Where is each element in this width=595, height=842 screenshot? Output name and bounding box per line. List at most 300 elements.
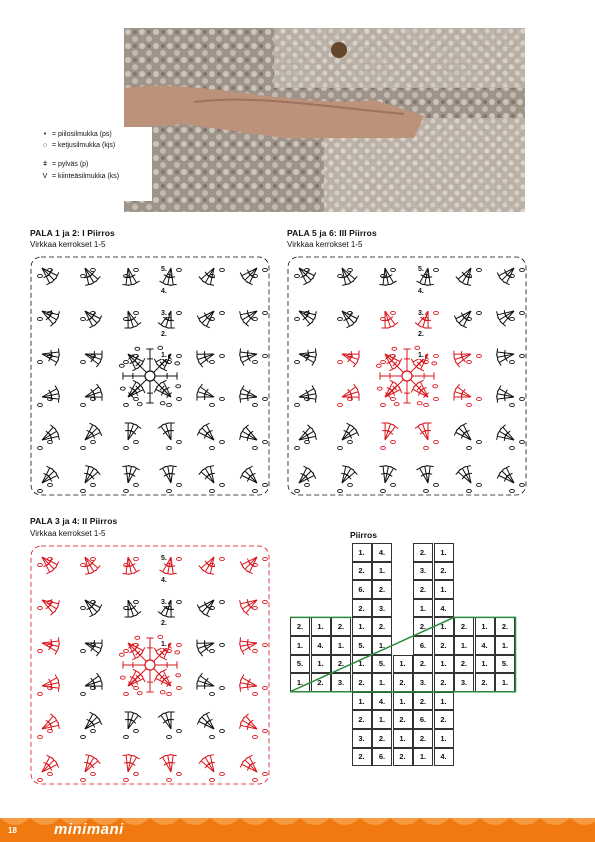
stitch-top [135,713,141,717]
stitch-top [460,423,466,426]
chain-mark [210,735,215,738]
stitch-bar [247,390,250,395]
plan-cell: 1. [495,636,515,655]
chain-mark [434,311,439,314]
plan-title: Piirros [350,530,377,540]
stitch-mark [128,311,138,325]
plan-cell: 5. [372,655,392,674]
stitch-top [132,657,138,660]
chain-mark [263,600,268,603]
chain-mark [124,360,129,363]
plan-cell: 4. [311,636,331,655]
chain-mark [348,440,353,443]
stitch-mark [385,311,395,325]
plan-cell: 1. [311,655,331,674]
chain-mark [520,311,525,314]
chain-mark [167,735,172,738]
chain-mark [119,653,124,656]
plan-cell: 2. [372,729,392,748]
plan-cell: 2. [352,748,372,767]
stitch-bar [49,356,52,361]
stitch-top [158,612,164,616]
stitch-top [96,650,100,656]
chain-mark [81,317,86,320]
stitch-top [46,571,52,574]
plan-cell: 6. [413,710,433,729]
stitch-mark [154,669,170,685]
section-subtitle: Virkkaa kerrokset 1-5 [30,529,106,538]
stitch-bar [247,350,248,356]
chain-mark [295,403,300,406]
chain-mark [134,397,139,400]
stitch-top [497,386,501,392]
stitch-top [122,284,129,285]
stitch-mark [128,715,138,729]
chain-mark [477,483,482,486]
stitch-top [160,669,166,672]
chain-mark [177,397,182,400]
chain-mark [119,364,124,367]
chain-mark [220,397,225,400]
round-label: 1. [161,352,167,359]
stitch-top [454,316,457,322]
stitch-top [154,648,157,654]
round-label: 5. [418,266,424,273]
stitch-top [415,323,421,327]
chain-mark [432,362,437,365]
chain-mark [38,563,43,566]
chain-mark [434,354,439,357]
stitch-top [379,284,386,285]
stitch-top [497,348,498,355]
chain-mark [520,397,525,400]
stitch-top [198,384,202,390]
chain-mark [305,440,310,443]
chain-mark [295,489,300,492]
chain-mark [220,686,225,689]
round-label: 5. [161,266,167,273]
chain-mark [220,600,225,603]
section-title: PALA 3 ja 4: II Piirros [30,516,118,526]
chain-mark [134,483,139,486]
chain-mark [120,387,125,390]
legend-item-label: = ketjusilmukka (kjs) [52,142,116,149]
stitch-bar [306,356,309,361]
stitch-mark [240,641,257,643]
chain-mark [338,446,343,449]
plan-cell: 1. [372,636,392,655]
stitch-mark [342,428,354,440]
chain-mark [253,317,258,320]
round-label: 3. [161,599,167,606]
chain-mark [177,729,182,732]
chain-mark [394,403,399,406]
border-chain [31,257,269,495]
stitch-top [160,570,166,574]
plan-cell: 1. [475,617,495,636]
section-subtitle: Virkkaa kerrokset 1-5 [287,240,363,249]
chain-mark [338,403,343,406]
round-label: 1. [418,352,424,359]
chain-mark [391,440,396,443]
legend-item-label: = piilosilmukka (ps) [52,131,112,138]
plan-cell: 2. [413,543,433,562]
chain-mark [137,692,142,695]
plan-cell: 1. [434,692,454,711]
chain-mark [253,446,258,449]
chain-mark [167,403,172,406]
footer-bar [0,818,595,842]
stitch-top [240,386,244,392]
border-chain [31,546,269,784]
stitch-bar [387,473,392,476]
stitch-bar [462,389,466,394]
chain-mark [81,649,86,652]
plan-cell: 2. [434,673,454,692]
chain-mark [467,403,472,406]
chain-mark [134,268,139,271]
stitch-mark [200,643,214,653]
chain-mark [263,643,268,646]
stitch-mark [202,428,214,440]
plan-cell: 1. [434,580,454,599]
chain-mark [263,311,268,314]
legend-item-label: = kiinteäsilmukka (ks) [52,173,120,180]
chain-mark [220,557,225,560]
chain-mark [177,268,182,271]
chain-mark [510,317,515,320]
plan-cell: 1. [290,673,310,692]
stitch-mark [497,397,514,399]
chain-mark [253,692,258,695]
round-label: 2. [418,331,424,338]
chain-mark [220,643,225,646]
chain-mark [253,778,258,781]
stitch-mark [459,428,471,440]
chain-mark [175,651,180,654]
chain-mark [381,446,386,449]
chain-mark [210,778,215,781]
plan-cell: 2. [331,617,351,636]
chain-mark [263,483,268,486]
plan-cell: 1. [393,655,413,674]
chain-mark [160,691,165,694]
chain-mark [210,403,215,406]
stitch-mark [457,387,471,397]
stitch-bar [504,390,507,395]
chain-mark [38,274,43,277]
chain-mark [424,403,429,406]
stitch-top [55,359,59,365]
stitch-mark [411,380,427,396]
stitch-mark [383,268,385,285]
stitch-top [240,272,243,278]
chain-mark [134,772,139,775]
stitch-mark [240,686,257,688]
plan-cell: 4. [475,636,495,655]
symbol-legend [34,127,152,201]
stitch-top [240,637,241,644]
plan-cell: 3. [413,673,433,692]
chain-mark [81,489,86,492]
chain-mark [81,563,86,566]
chain-mark [467,360,472,363]
stitch-top [303,282,309,285]
stitch-mark [428,466,430,483]
section-title: PALA 1 ja 2: I Piirros [30,228,115,238]
chain-mark [177,354,182,357]
stitch-top [353,361,357,367]
plan-cell: 1. [413,748,433,767]
chain-mark [220,354,225,357]
chain-mark [434,483,439,486]
chain-mark [392,347,397,350]
chain-mark [520,268,525,271]
plan-cell: 2. [372,580,392,599]
round-label: 3. [161,310,167,317]
chain-mark [253,403,258,406]
chain-mark [391,397,396,400]
chain-mark [417,402,422,405]
stitch-top [122,573,129,574]
chain-mark [391,483,396,486]
stitch-top [497,272,500,278]
chain-mark [38,403,43,406]
chain-mark [38,317,43,320]
center-ring [145,371,155,381]
chain-mark [338,489,343,492]
stitch-top [203,712,209,715]
chain-mark [38,360,43,363]
stitch-mark [497,352,514,354]
chain-mark [48,440,53,443]
stitch-bar [205,678,209,683]
chain-mark [210,446,215,449]
stitch-mark [457,354,471,364]
chain-mark [467,489,472,492]
stitch-mark [42,471,54,483]
plan-cell: 2. [413,580,433,599]
chain-mark [510,446,515,449]
chain-mark [177,311,182,314]
stitch-mark [128,600,138,614]
plan-cell: 4. [434,748,454,767]
plan-cell: 1. [495,673,515,692]
chain-mark [81,778,86,781]
stitch-top [197,316,200,322]
chain-mark [81,606,86,609]
slip-stitch-symbol: • [43,131,47,138]
plan-cell: 1. [413,599,433,618]
chain-mark [81,692,86,695]
chain-mark [510,403,515,406]
stitch-top [455,384,459,390]
stitch-mark [85,676,99,686]
plan-cell: 1. [331,636,351,655]
chain-mark [176,674,181,677]
chain-mark [167,778,172,781]
plan-cell: 2. [290,617,310,636]
stitch-bar [209,762,215,763]
chain-mark [220,729,225,732]
brand-logo: minimani [54,821,124,838]
plan-cell: 3. [454,673,474,692]
chain-mark [81,446,86,449]
chain-mark [158,635,163,638]
stitch-top [170,755,177,756]
chain-mark [434,440,439,443]
chain-mark [177,643,182,646]
stitch-mark [418,426,428,440]
chain-mark [520,440,525,443]
chain-mark [263,354,268,357]
stitch-mark [161,426,171,440]
chain-mark [263,772,268,775]
chain-mark [124,403,129,406]
chain-mark [48,483,53,486]
chain-mark [467,446,472,449]
chain-mark [81,403,86,406]
plan-cell: 6. [413,636,433,655]
stitch-top [392,424,398,428]
double-crochet-symbol: ǂ [42,161,48,168]
cover-photo [124,28,525,212]
stitch-top [315,396,316,403]
chain-mark [263,268,268,271]
plan-cell: 3. [331,673,351,692]
stitch-mark [171,755,173,772]
chain-mark [124,778,129,781]
chain-mark [263,397,268,400]
section-subtitle: Virkkaa kerrokset 1-5 [30,240,106,249]
stitch-mark [85,354,99,364]
plan-cell: 2. [454,617,474,636]
plan-cell: 3. [413,562,433,581]
stitch-top [160,281,166,285]
plan-cell: 2. [393,710,413,729]
chain-mark [160,402,165,405]
stitch-bar [205,389,209,394]
chain-mark [38,735,43,738]
chain-mark [135,636,140,639]
chain-mark [210,692,215,695]
chain-mark [134,729,139,732]
chain-mark [424,489,429,492]
stitch-bar [130,473,135,476]
stitch-mark [200,676,214,686]
stitch-mark [85,428,97,440]
plan-cell: 2. [393,673,413,692]
stitch-mark [240,397,257,399]
single-crochet-symbol: V [42,173,48,180]
round-label: 4. [418,288,424,295]
stitch-top [132,368,138,371]
chain-mark [210,649,215,652]
stitch-bar [131,720,136,724]
plan-cell: 2. [454,655,474,674]
chain-mark [124,735,129,738]
chain-mark [381,360,386,363]
chain-mark [210,360,215,363]
plan-cell: 1. [434,729,454,748]
stitch-top [246,466,252,469]
stitch-mark [85,387,99,397]
stitch-top [160,380,166,383]
chain-mark [120,676,125,679]
chain-mark [134,686,139,689]
chain-mark [124,446,129,449]
page-number: 18 [8,826,17,835]
legend-item-label: = pylväs (p) [52,161,89,168]
stitch-mark [202,717,214,729]
stitch-top [246,755,252,758]
chain-mark [38,446,43,449]
chain-mark [177,557,182,560]
stitch-top [417,281,423,285]
plan-cell: 1. [352,543,372,562]
chain-mark [381,489,386,492]
plan-cell: 2. [311,673,331,692]
stitch-bar [466,473,472,474]
stitch-bar [131,431,136,435]
chain-mark [376,364,381,367]
chain-mark [91,557,96,560]
plan-cell: 1. [434,543,454,562]
chain-mark [253,489,258,492]
stitch-bar [504,310,505,316]
stitch-mark [299,352,316,354]
chain-mark [167,446,172,449]
plan-cell: 2. [475,673,495,692]
stitch-top [133,755,139,759]
chain-mark [295,317,300,320]
plan-cell: 6. [372,748,392,767]
chain-mark [91,440,96,443]
plan-cell: 1. [352,655,372,674]
plan-cell: 2. [352,673,372,692]
chain-mark [415,346,420,349]
crochet-diagram-2 [30,545,270,790]
stitch-mark [342,354,356,364]
chain-mark [477,440,482,443]
plan-cell: 3. [352,729,372,748]
stitch-top [58,685,59,692]
plan-cell: 1. [311,617,331,636]
stitch-bar [247,639,248,645]
plan-cell: 4. [372,543,392,562]
chain-mark [124,649,129,652]
chain-mark [176,385,181,388]
chain-mark [220,483,225,486]
chain-mark [135,347,140,350]
chain-mark [158,346,163,349]
plan-cell: 2. [372,617,392,636]
chain-mark [177,440,182,443]
stitch-mark [385,426,395,440]
stitch-top [197,605,200,611]
plan-cell: 2. [331,655,351,674]
plan-cell: 5. [290,655,310,674]
chain-mark [124,489,129,492]
stitch-mark [128,426,138,440]
chain-mark [295,274,300,277]
plan-cell: 1. [352,617,372,636]
stitch-mark [126,755,128,772]
chain-mark [433,385,438,388]
chain-mark [477,354,482,357]
stitch-top [503,466,509,469]
stitch-top [170,466,177,467]
